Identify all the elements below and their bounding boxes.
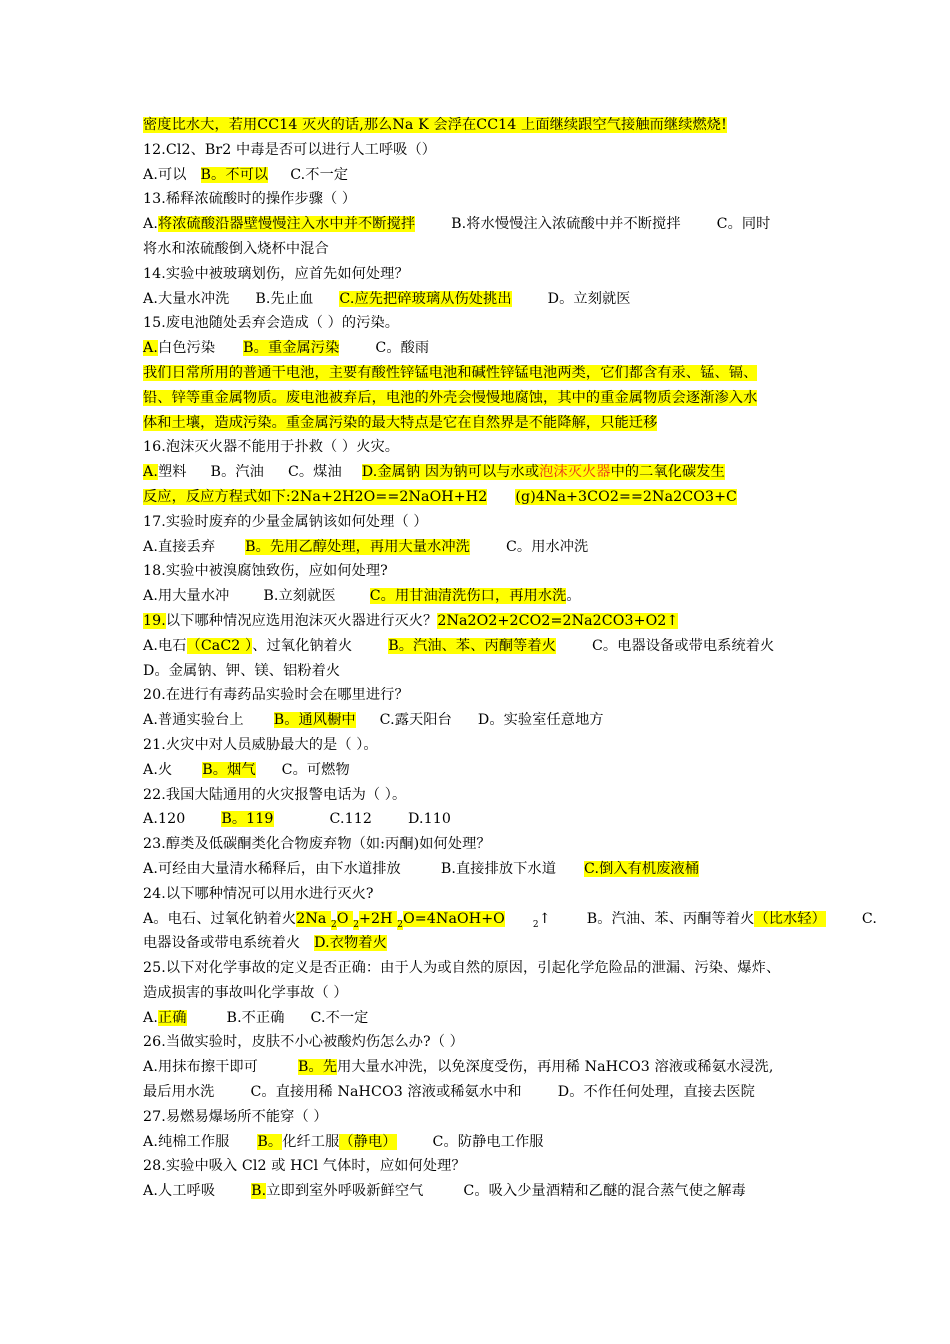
text-run: 12.Cl2、Br2 中毒是否可以进行人工呼吸（） bbox=[143, 141, 437, 158]
text-run: C.112 bbox=[329, 811, 372, 828]
text-line bbox=[143, 659, 833, 684]
text-run: 13.稀释浓硫酸时的操作步骤（ ） bbox=[143, 191, 357, 208]
text-line bbox=[143, 361, 833, 386]
text-run: 造成损害的事故叫化学事故（ ） bbox=[143, 984, 348, 1001]
text-run: 22.我国大陆通用的火灾报警电话为（ ）。 bbox=[143, 786, 407, 803]
text-line bbox=[143, 212, 833, 237]
highlighted-text: 密度比水大，若用CC14 灭火的话,那么Na K 会浮在CC14 上面继续跟空气接触而继续燃烧! bbox=[143, 117, 727, 133]
text-run: B.立刻就医 bbox=[263, 588, 336, 605]
highlighted-text: O bbox=[336, 910, 354, 927]
text-run: 将水和浓硫酸倒入烧杯中混合 bbox=[143, 240, 329, 257]
text-line bbox=[143, 683, 833, 708]
text-run: 电器设备或带电系统着火 bbox=[143, 935, 301, 952]
text-run: 最后用水洗 bbox=[143, 1084, 215, 1101]
highlighted-text: C。用甘油清洗伤口，再用水洗 bbox=[369, 588, 567, 605]
text-run: 21.火灾中对人员威胁最大的是（ ）。 bbox=[143, 736, 378, 753]
text-run: D。立刻就医 bbox=[547, 290, 631, 307]
text-line bbox=[143, 1080, 833, 1105]
text-line bbox=[143, 931, 833, 956]
text-run: 14.实验中被玻璃划伤，应首先如何处理？ bbox=[143, 265, 409, 282]
text-line bbox=[143, 857, 833, 882]
highlighted-text: B。通风橱中 bbox=[273, 712, 356, 729]
text-run: D。不作任何处理，直接去医院 bbox=[557, 1084, 755, 1101]
text-line bbox=[143, 262, 833, 287]
highlighted-text: （比水轻） bbox=[754, 910, 826, 927]
document-body bbox=[143, 113, 877, 1204]
highlighted-text: D.衣物着火 bbox=[314, 935, 387, 952]
text-line bbox=[143, 1105, 833, 1130]
text-line bbox=[143, 1006, 833, 1031]
text-line bbox=[143, 311, 833, 336]
text-line bbox=[143, 981, 833, 1006]
highlighted-text: B。烟气 bbox=[202, 761, 256, 778]
text-line bbox=[143, 584, 833, 609]
text-run: 塑料 bbox=[157, 464, 187, 481]
text-run: C.不一定 bbox=[310, 1009, 369, 1026]
text-run: B.将水慢慢注入浓硫酸中并不断搅拌 bbox=[451, 216, 681, 233]
text-run: C。煤油 bbox=[287, 464, 342, 481]
text-line bbox=[143, 237, 833, 262]
highlighted-text: B。 bbox=[257, 1133, 283, 1150]
highlighted-text: C.倒入有机废液桶 bbox=[584, 860, 700, 877]
text-line bbox=[143, 609, 833, 634]
text-run: A.可以 bbox=[143, 166, 187, 183]
text-run: D.110 bbox=[408, 811, 451, 828]
highlighted-text: (g)4Na+3CO2==2Na2CO3+C bbox=[515, 488, 738, 505]
text-run: 以下哪种情况应选用泡沫灭火器进行灭火？ bbox=[165, 612, 438, 629]
highlighted-text: 体和土壤，造成污染。重金属污染的最大特点是它在自然界是不能降解，只能迁移 bbox=[143, 414, 658, 431]
text-line bbox=[143, 411, 833, 436]
highlighted-text: B。119 bbox=[221, 811, 274, 828]
text-run: 18.实验中被溴腐蚀致伤，应如何处理? bbox=[143, 563, 388, 580]
text-line bbox=[143, 535, 833, 560]
highlighted-text: C.应先把碎玻璃从伤处挑出 bbox=[339, 290, 512, 307]
highlighted-text: （静电） bbox=[339, 1133, 397, 1150]
text-run: A.人工呼吸 bbox=[143, 1183, 216, 1200]
highlighted-text: B。先 bbox=[297, 1059, 338, 1076]
text-run: D。实验室任意地方 bbox=[477, 712, 604, 729]
text-run: 16.泡沫灭火器不能用于扑救（ ）火灾。 bbox=[143, 439, 400, 456]
text-run: A。电石、过氧化钠着火 bbox=[143, 910, 297, 927]
highlighted-text: 将浓硫酸沿器壁慢慢注入水中并不断搅拌 bbox=[157, 216, 416, 233]
text-line bbox=[143, 1154, 833, 1179]
text-run: A.直接丢弃 bbox=[143, 538, 216, 555]
text-run: C。用水冲洗 bbox=[505, 538, 589, 555]
highlighted-text: 2Na2O2+2CO2=2Na2CO3+O2↑ bbox=[437, 612, 679, 629]
text-run: 化纤工服 bbox=[282, 1133, 340, 1150]
text-line bbox=[143, 485, 833, 510]
text-run: 27.易燃易爆场所不能穿（ ） bbox=[143, 1108, 328, 1125]
text-run: A.纯棉工作服 bbox=[143, 1133, 230, 1150]
text-run: A.用抹布擦干即可 bbox=[143, 1059, 258, 1076]
text-line bbox=[143, 1179, 833, 1204]
highlighted-text: 反应，反应方程式如下:2Na+2H2O==2NaOH+H2 bbox=[143, 488, 488, 505]
highlighted-text: B。汽油、苯、丙酮等着火 bbox=[388, 637, 556, 654]
text-run: ↑ bbox=[538, 910, 551, 927]
text-line bbox=[143, 956, 833, 981]
text-run: B。汽油 bbox=[210, 464, 264, 481]
text-run: 15.废电池随处丢弃会造成（ ）的污染。 bbox=[143, 315, 400, 332]
text-run: A. bbox=[143, 216, 158, 233]
text-run: C。酸雨 bbox=[375, 340, 430, 357]
text-line bbox=[143, 783, 833, 808]
text-run: 25.以下对化学事故的定义是否正确：由于人为或自然的原因，引起化学危险品的泄漏、污染、爆炸、 bbox=[143, 960, 781, 977]
text-run: C. bbox=[861, 910, 877, 927]
text-run: D。金属钠、钾、镁、铝粉着火 bbox=[143, 662, 341, 679]
text-line bbox=[143, 1055, 833, 1080]
text-line bbox=[143, 138, 833, 163]
text-line bbox=[143, 559, 833, 584]
highlighted-text: （CaC2 ） bbox=[186, 637, 253, 654]
highlighted-text: 2Na bbox=[296, 910, 332, 927]
text-run: 26.当做实验时，皮肤不小心被酸灼伤怎么办?（ ） bbox=[143, 1034, 464, 1051]
highlighted-text: 铅、锌等重金属物质。废电池被弃后，电池的外壳会慢慢地腐蚀，其中的重金属物质会逐渐渗入水 bbox=[143, 389, 758, 406]
text-run: 17.实验时废弃的少量金属钠该如何处理（ ） bbox=[143, 513, 428, 530]
text-run: 用大量水冲洗，以免深度受伤，再用稀 NaHCO3 溶液或稀氨水浸洗, bbox=[337, 1059, 774, 1076]
text-line bbox=[143, 708, 833, 733]
subscript: 2 bbox=[331, 919, 337, 930]
text-run: 23.醇类及低碳酮类化合物废弃物（如:丙酮)如何处理？ bbox=[143, 836, 491, 853]
text-run: A.大量水冲洗 bbox=[143, 290, 230, 307]
highlighted-text: 我们日常所用的普通干电池，主要有酸性锌锰电池和碱性锌锰电池两类，它们都含有汞、锰、镉、 bbox=[143, 364, 758, 381]
text-line bbox=[143, 733, 833, 758]
highlighted-text: 正确 bbox=[157, 1009, 187, 1026]
highlighted-text: O=4NaOH+O bbox=[403, 910, 505, 927]
text-run: 白色污染 bbox=[157, 340, 216, 357]
text-run: A. bbox=[143, 1009, 158, 1026]
text-run: 24.以下哪种情况可以用水进行灭火? bbox=[143, 885, 374, 902]
text-run: B.先止血 bbox=[255, 290, 314, 307]
text-run: B。汽油、苯、丙酮等着火 bbox=[586, 910, 755, 927]
text-line bbox=[143, 807, 833, 832]
text-line bbox=[143, 832, 833, 857]
text-line bbox=[143, 882, 833, 907]
text-run: A.火 bbox=[143, 761, 173, 778]
subscript: 2 bbox=[353, 919, 360, 930]
text-run: A.电石 bbox=[143, 637, 187, 654]
text-line bbox=[143, 187, 833, 212]
text-line bbox=[143, 287, 833, 312]
text-run: 、过氧化钠着火 bbox=[252, 637, 353, 654]
text-run: B.不正确 bbox=[226, 1009, 285, 1026]
text-line bbox=[143, 460, 833, 485]
text-run: C.不一定 bbox=[290, 166, 349, 183]
highlighted-text: A. bbox=[143, 464, 158, 481]
text-run: C.露天阳台 bbox=[379, 712, 452, 729]
text-run: C。电器设备或带电系统着火 bbox=[591, 637, 775, 654]
highlighted-text: 19. bbox=[143, 612, 166, 629]
subscript: 2 bbox=[397, 919, 404, 930]
highlighted-text: 中的二氧化碳发生 bbox=[610, 464, 725, 481]
highlighted-text: B。先用乙醇处理，再用大量水冲洗 bbox=[245, 538, 470, 555]
text-run: A.120 bbox=[143, 811, 186, 828]
text-line bbox=[143, 1130, 833, 1155]
highlighted-text: A. bbox=[143, 340, 158, 357]
text-run: C。可燃物 bbox=[281, 761, 350, 778]
text-line bbox=[143, 386, 833, 411]
text-run: A.用大量水冲 bbox=[143, 588, 230, 605]
text-run: 。 bbox=[566, 588, 581, 605]
text-line bbox=[143, 907, 877, 932]
text-line bbox=[143, 336, 833, 361]
text-line bbox=[143, 634, 833, 659]
highlighted-text: B。不可以 bbox=[200, 166, 269, 183]
text-run: B.直接排放下水道 bbox=[440, 860, 557, 877]
text-run: A.可经由大量清水稀释后，由下水道排放 bbox=[143, 860, 401, 877]
text-line bbox=[143, 1030, 833, 1055]
highlighted-text: +2H bbox=[359, 910, 398, 927]
highlighted-text: B。重金属污染 bbox=[243, 340, 340, 357]
highlighted-text: 泡沫灭火器 bbox=[539, 464, 611, 481]
highlighted-text: B. bbox=[251, 1183, 267, 1200]
text-line bbox=[143, 163, 833, 188]
highlighted-text: D.金属钠 因为钠可以与水或 bbox=[361, 464, 540, 481]
text-run: A.普通实验台上 bbox=[143, 712, 244, 729]
text-line bbox=[143, 510, 833, 535]
text-run: 28.实验中吸入 Cl2 或 HCl 气体时，应如何处理？ bbox=[143, 1158, 466, 1175]
text-run: C。同时 bbox=[716, 216, 771, 233]
text-run: 20.在进行有毒药品实验时会在哪里进行？ bbox=[143, 687, 409, 704]
text-run: C。吸入少量酒精和乙醚的混合蒸气使之解毒 bbox=[463, 1183, 746, 1200]
text-line bbox=[143, 113, 833, 138]
text-line bbox=[143, 435, 833, 460]
text-run: C。防静电工作服 bbox=[432, 1133, 544, 1150]
text-line bbox=[143, 758, 833, 783]
subscript: 2 bbox=[532, 919, 539, 930]
text-run: 立即到室外呼吸新鲜空气 bbox=[266, 1183, 424, 1200]
text-run: C。直接用稀 NaHCO3 溶液或稀氨水中和 bbox=[250, 1084, 522, 1101]
